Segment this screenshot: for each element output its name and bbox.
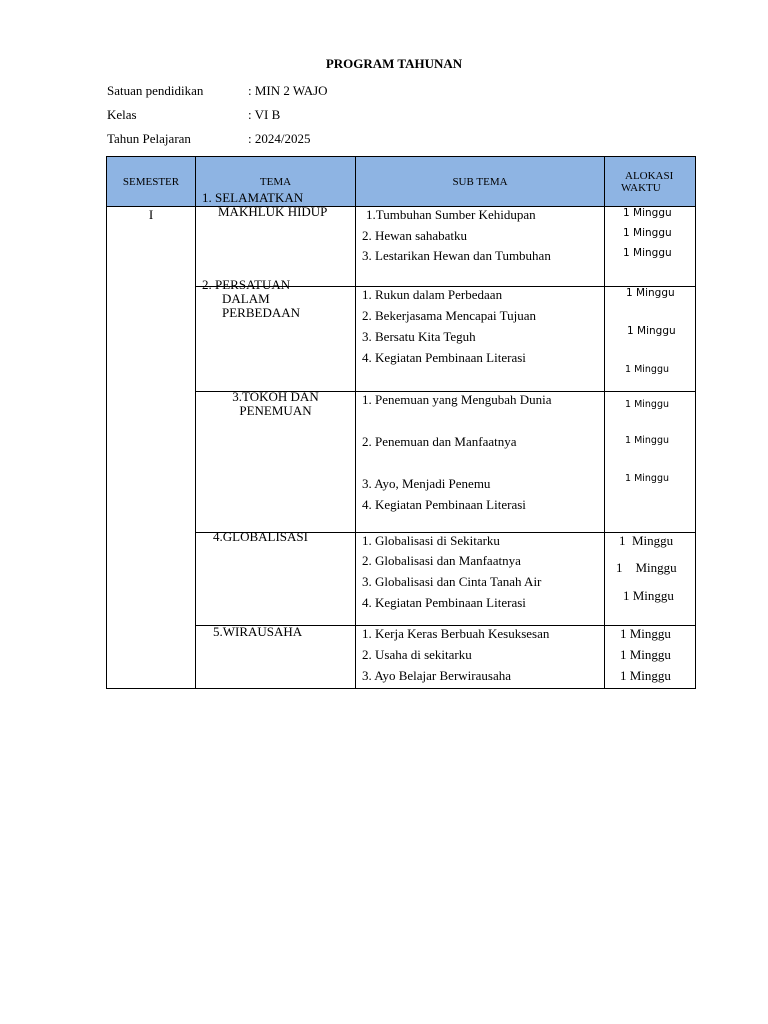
header-alokasi <box>605 157 696 207</box>
subtema-item: 2. Hewan sahabatku <box>362 228 468 243</box>
header-semester: SEMESTER <box>107 157 196 207</box>
tema-cell <box>196 277 356 392</box>
header-subtema: SUB TEMA <box>356 157 605 207</box>
tema-cell <box>196 389 356 533</box>
subtema-item: 3. Globalisasi dan Cinta Tanah Air <box>362 574 542 589</box>
alokasi-item: 1 Minggu <box>620 668 671 683</box>
alokasi-item: 1 Minggu <box>626 287 675 299</box>
subtema-item: 2. Globalisasi dan Manfaatnya <box>362 553 521 568</box>
tema-cell <box>196 529 356 626</box>
info-label: Tahun Pelajaran <box>107 131 191 146</box>
info-label: Satuan pendidikan <box>107 83 204 98</box>
alokasi-item: 1 Minggu <box>616 560 677 575</box>
tema-line: PENEMUAN <box>239 403 312 418</box>
alokasi-item: 1 Minggu <box>625 473 670 484</box>
header-alokasi-line1: ALOKASI <box>625 169 674 182</box>
subtema-cell <box>356 626 605 689</box>
program-table <box>106 156 696 689</box>
table-header-row <box>107 157 696 207</box>
table-row <box>107 533 696 626</box>
header-tema: TEMA <box>196 157 356 207</box>
table-row <box>107 207 696 287</box>
header-alokasi-line2: WAKTU <box>621 181 661 194</box>
info-value: : MIN 2 WAJO <box>248 83 328 98</box>
alokasi-item: 1 Minggu <box>620 647 671 662</box>
subtema-item: 1. Kerja Keras Berbuah Kesuksesan <box>362 626 550 641</box>
alokasi-cell <box>605 287 696 392</box>
table-row <box>107 392 696 533</box>
tema-line: 3.TOKOH DAN <box>232 389 319 404</box>
subtema-item: 4. Kegiatan Pembinaan Literasi <box>362 497 526 512</box>
document-title: PROGRAM TAHUNAN <box>325 56 463 71</box>
subtema-item: 3. Ayo, Menjadi Penemu <box>362 476 491 491</box>
alokasi-cell <box>605 533 696 626</box>
info-row-satuan <box>107 83 328 99</box>
alokasi-item: 1 Minggu <box>625 364 670 375</box>
alokasi-item: 1 Minggu <box>619 533 674 548</box>
tema-line: 2. PERSATUAN <box>202 277 291 292</box>
alokasi-cell <box>605 207 696 287</box>
subtema-cell <box>356 533 605 626</box>
subtema-cell <box>356 392 605 533</box>
subtema-item: 1. Rukun dalam Perbedaan <box>362 287 503 302</box>
subtema-item: 2. Penemuan dan Manfaatnya <box>362 434 517 449</box>
alokasi-item: 1 Minggu <box>623 247 672 259</box>
alokasi-item: 1 Minggu <box>623 588 674 603</box>
subtema-cell <box>356 287 605 392</box>
subtema-item: 3. Lestarikan Hewan dan Tumbuhan <box>362 248 551 263</box>
table-row <box>107 287 696 392</box>
alokasi-item: 1 Minggu <box>623 227 672 239</box>
subtema-item: 4. Kegiatan Pembinaan Literasi <box>362 595 526 610</box>
subtema-item: 3. Ayo Belajar Berwirausaha <box>362 668 511 683</box>
alokasi-cell <box>605 392 696 533</box>
alokasi-item: 1 Minggu <box>627 325 676 337</box>
subtema-item: 3. Bersatu Kita Teguh <box>362 329 476 344</box>
subtema-item: 1. Penemuan yang Mengubah Dunia <box>362 392 552 407</box>
tema-line: DALAM <box>222 291 270 306</box>
info-row-tahun <box>107 131 311 147</box>
semester-cell: I <box>107 207 196 689</box>
info-label: Kelas <box>107 107 137 122</box>
info-row-kelas <box>107 107 281 123</box>
subtema-item: 2. Usaha di sekitarku <box>362 647 472 662</box>
subtema-item: 2. Bekerjasama Mencapai Tujuan <box>362 308 537 323</box>
alokasi-item: 1 Minggu <box>623 207 672 219</box>
tema-line: 4.GLOBALISASI <box>213 529 308 544</box>
subtema-cell <box>356 207 605 287</box>
tema-cell <box>196 190 356 287</box>
info-value: : 2024/2025 <box>248 131 311 146</box>
tema-line: 5.WIRAUSAHA <box>213 624 303 639</box>
tema-line: MAKHLUK HIDUP <box>218 204 328 219</box>
info-value: : VI B <box>248 107 281 122</box>
subtema-item: 1.Tumbuhan Sumber Kehidupan <box>366 207 536 222</box>
table-row <box>107 626 696 689</box>
alokasi-item: 1 Minggu <box>620 626 671 641</box>
subtema-item: 1. Globalisasi di Sekitarku <box>362 533 500 548</box>
alokasi-item: 1 Minggu <box>625 399 670 410</box>
tema-cell <box>196 626 356 689</box>
subtema-item: 4. Kegiatan Pembinaan Literasi <box>362 350 526 365</box>
alokasi-cell <box>605 626 696 689</box>
tema-line: PERBEDAAN <box>222 305 301 320</box>
alokasi-item: 1 Minggu <box>625 435 670 446</box>
tema-line: 1. SELAMATKAN <box>202 190 304 205</box>
